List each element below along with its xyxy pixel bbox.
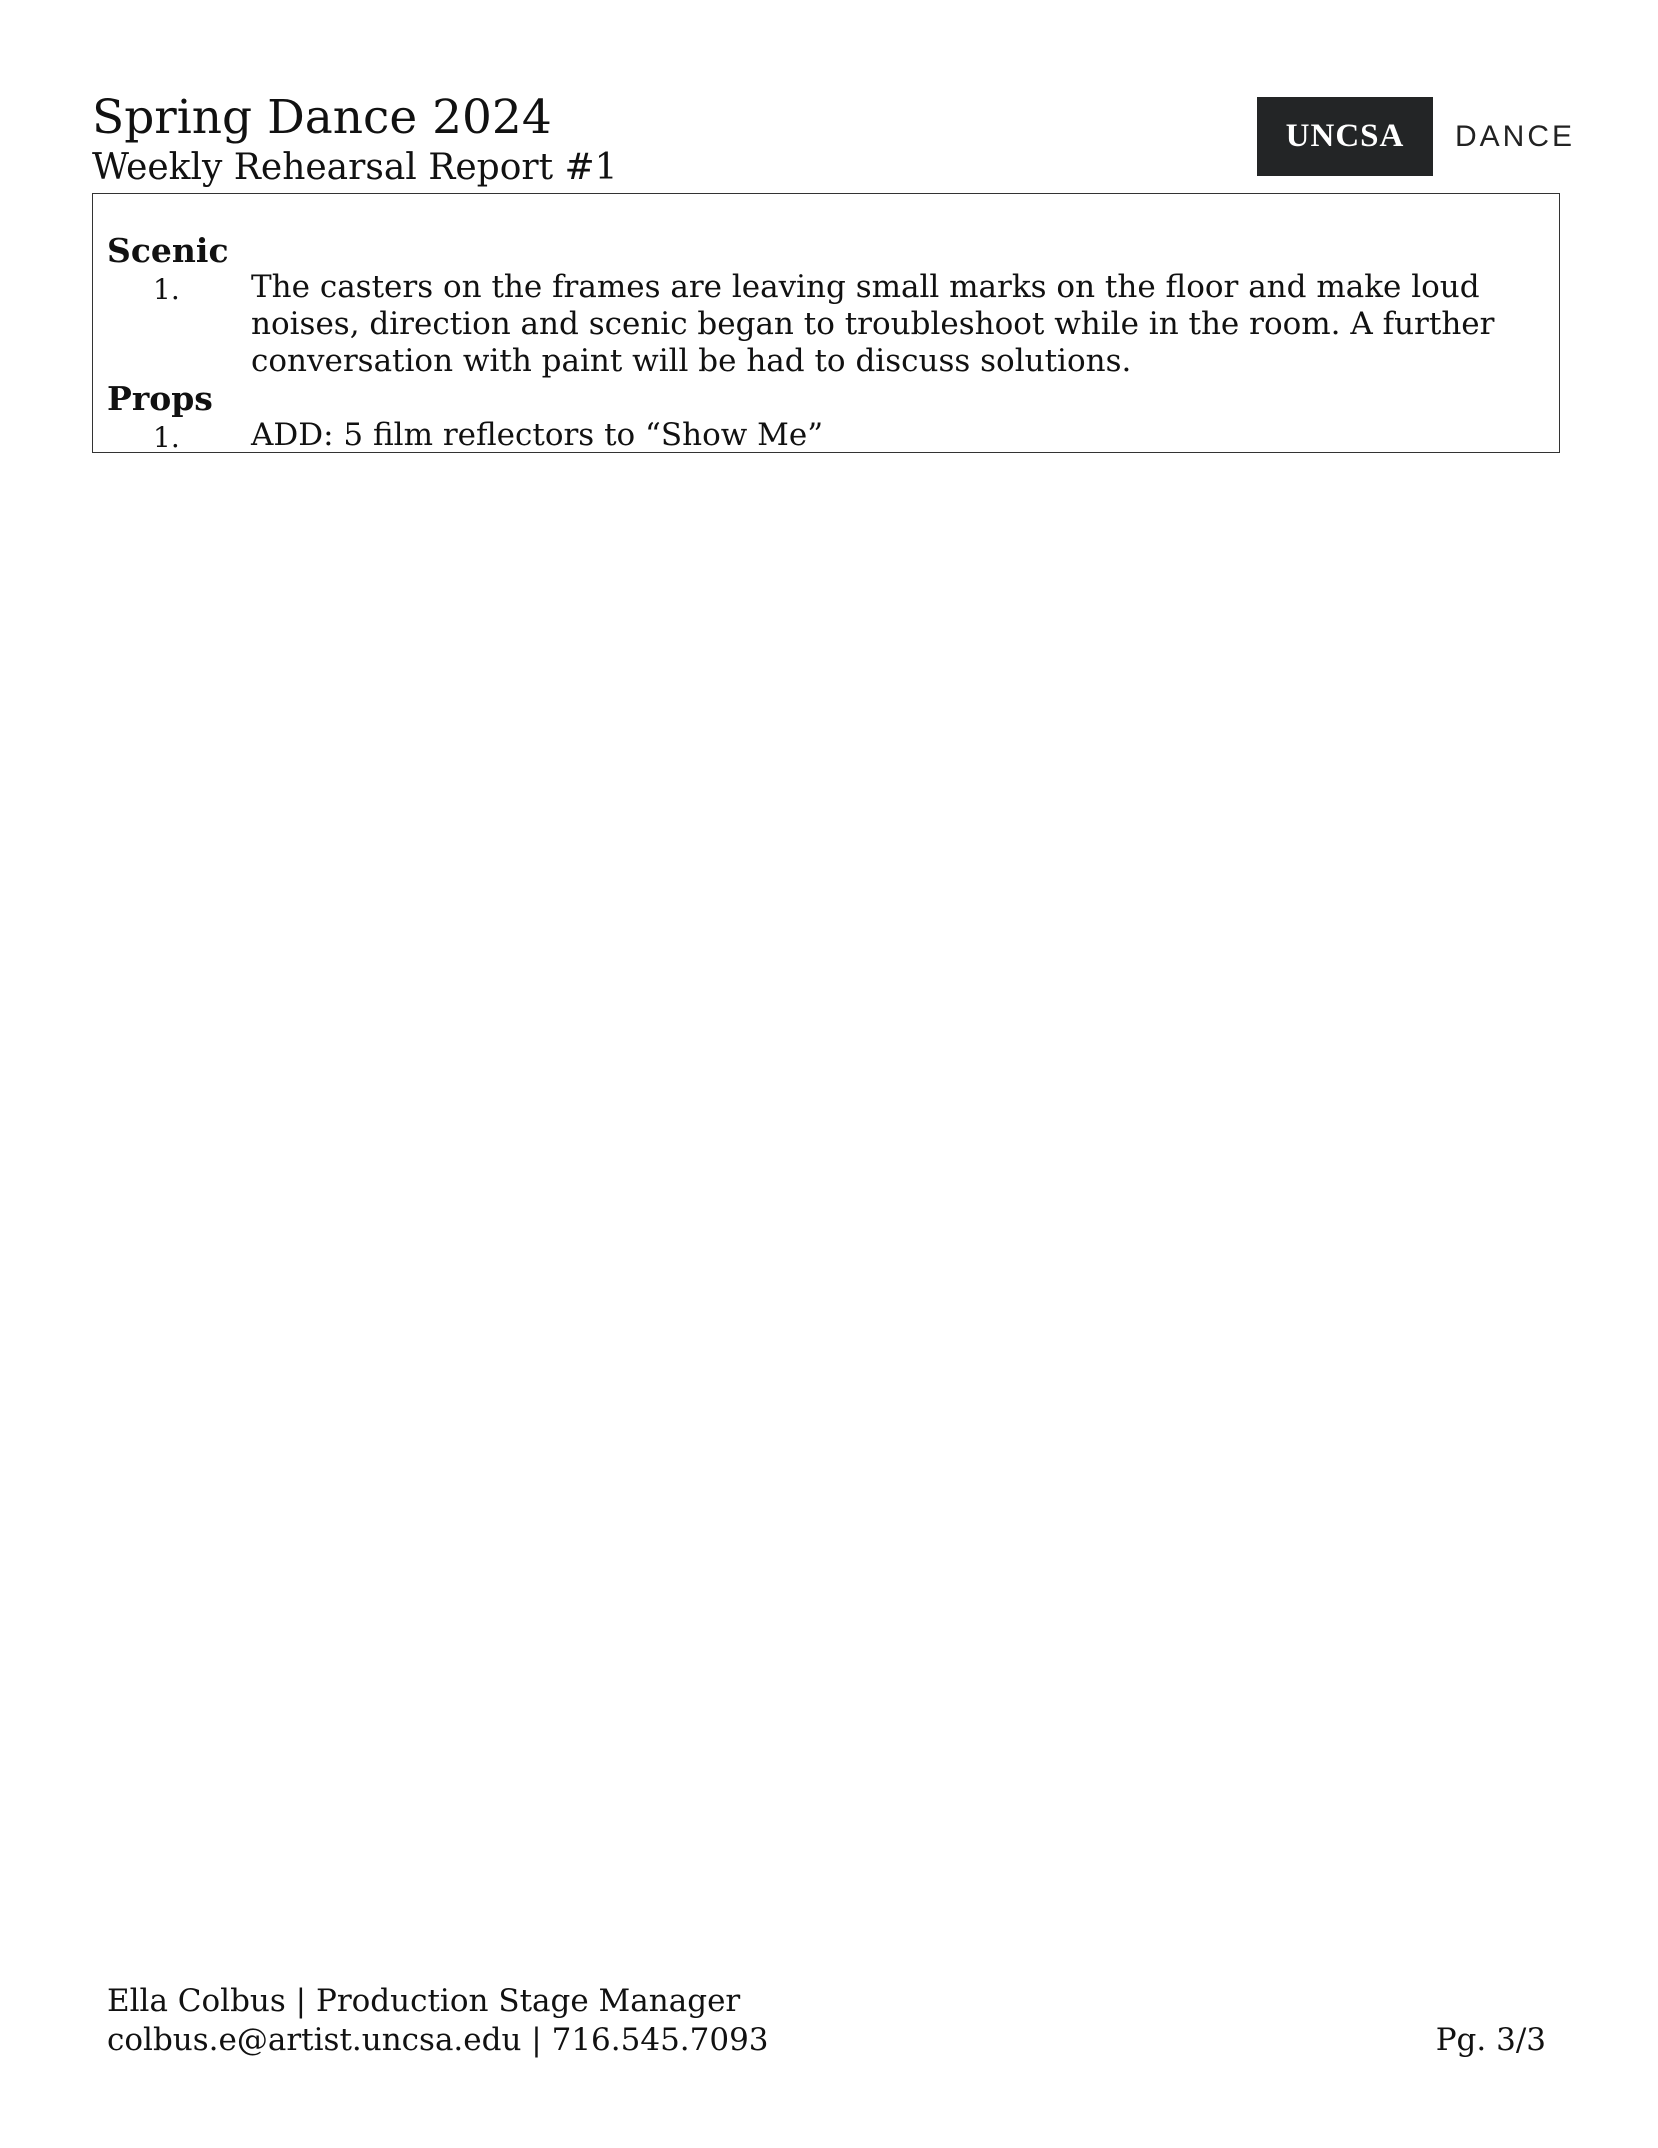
- page-number: Pg. 3/3: [1435, 2022, 1546, 2058]
- report-notes-box: [92, 193, 1560, 453]
- dance-logo-text: DANCE: [1455, 119, 1576, 153]
- list-item-text: ADD: 5 film reflectors to “Show Me”: [251, 417, 824, 453]
- list-item-text: The casters on the frames are leaving small marks on the floor and make loud noises, direction and scenic began to troubleshoot while in the room. A further conversation with paint will be had to discuss solutions.: [251, 269, 1495, 379]
- section-heading-props: Props: [107, 379, 213, 418]
- footer-contact-line: colbus.e@artist.uncsa.edu | 716.545.7093: [107, 2022, 769, 2058]
- list-item-number: 1.: [153, 421, 180, 454]
- list-item: [153, 417, 1553, 454]
- footer-name-line: Ella Colbus | Production Stage Manager: [107, 1983, 741, 2019]
- uncsa-logo-box: UNCSA: [1257, 97, 1433, 176]
- uncsa-dance-logo: [1257, 97, 1575, 176]
- page-title: Spring Dance 2024: [92, 90, 552, 145]
- page-subtitle: Weekly Rehearsal Report #1: [92, 147, 618, 188]
- list-item: [153, 269, 1553, 380]
- list-item-number: 1.: [153, 273, 180, 306]
- section-heading-scenic: Scenic: [107, 231, 229, 270]
